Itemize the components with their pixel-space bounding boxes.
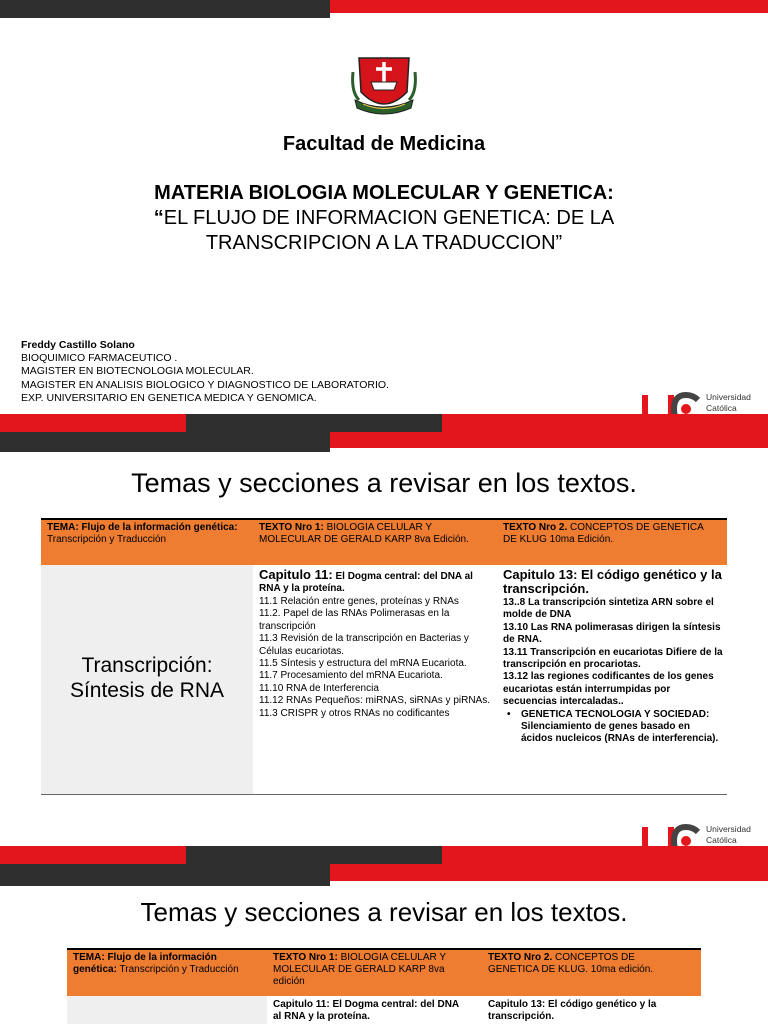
subject-title: MATERIA BIOLOGIA MOLECULAR Y GENETICA:	[154, 182, 614, 204]
text1-chapter: Capitulo 11: El Dogma central: del DNA al RNA y la proteína.	[273, 999, 459, 1022]
text2-sections	[503, 568, 723, 746]
list-item: 11.12 RNAs Pequeños: miRNAS, siRNAs y piRNAs.	[259, 695, 491, 707]
top-bar-red	[330, 0, 768, 13]
top-bar-dark	[0, 0, 330, 18]
topic-label-cell	[67, 996, 267, 1024]
list-item: 13.12 las regiones codificantes de los genes eucariotas están interrumpidas por secuencias intercaladas..	[503, 671, 714, 708]
list-item: 13.11 Transcripción en eucariotas Difiere de la transcripción en procariotas.	[503, 646, 723, 671]
topic-label-cell	[41, 565, 253, 794]
bullet-item: • GENETICA TECNOLOGIA Y SOCIEDAD: Silenciamiento de genes basado en ácidos nucleicos (RNAs de interferencia).	[503, 709, 723, 746]
list-item: 11.5 Síntesis y estructura del mRNA Eucariota.	[259, 658, 467, 670]
bottom-bar-dark	[186, 414, 442, 432]
list-item: 11.10 RNA de Interferencia	[259, 682, 379, 694]
text2-chapter: Capitulo 13: El código genético y la transcripción.	[488, 999, 657, 1022]
chapter-title: Capitulo 13: El código genético y la transcripción.	[503, 567, 722, 596]
header-cell-text1: TEXTO Nro 1: BIOLOGIA CELULAR Y MOLECULAR DE GERALD KARP 8va Edición.	[259, 522, 469, 545]
list-item: 11.1 Relación entre genes, proteínas y RNAs	[259, 596, 459, 607]
table-header-row	[67, 948, 701, 996]
faculty-title: Facultad de Medicina	[282, 133, 486, 155]
author-name: Freddy Castillo Solano	[21, 339, 135, 351]
bar-red-left	[0, 846, 186, 864]
topic-open-quote: “	[153, 207, 164, 229]
list-item: 11.3 Revisión de la transcripción en Bacterias y Células eucariotas.	[259, 633, 469, 657]
list-item: 13..8 La transcripción sintetiza ARN sobre el molde de DNA	[503, 597, 714, 621]
header-cell-topic: TEMA: Flujo de la información genética: Transcripción y Traducción	[73, 952, 239, 975]
title-slide	[0, 0, 768, 432]
table-body-row	[67, 996, 701, 1024]
text1-sections: Capitulo 11: El Dogma central: del DNA al RNA y la proteína. 11.1 Relación entre genes, proteínas y RNAs 11.2. Papel de las RNAs Polimerasas en la transcripción 11.3 Revisión de la transcripción en Bacterias y Células eucariotas. 11.5 Síntesis y estructura del mRNA Eucariota. 11.7 Procesamiento del mRNA Eucariota. 11.10 RNA de Interferencia 11.12 RNAs Pequeños: miRNAS, siRNAs y piRNAs. 11.3 CRISPR y otros RNAs no codificantes	[259, 568, 493, 720]
author-credential: EXP. UNIVERSITARIO EN GENETICA MEDICA Y GENOMICA.	[21, 391, 317, 404]
top-bar-dark	[0, 432, 330, 452]
author-credential: MAGISTER EN ANALISIS BIOLOGICO Y DIAGNOSTICO DE LABORATORIO.	[21, 378, 389, 391]
bottom-bar-red-left	[0, 414, 186, 432]
uc-logo-text: Universidad Católica	[706, 392, 751, 413]
slide-heading: Temas y secciones a revisar en los textos.	[131, 468, 637, 498]
slide-heading: Temas y secciones a revisar en los textos.	[140, 897, 628, 927]
topic-text: EL FLUJO DE INFORMACION GENETICA: DE LA TRANSCRIPCION A LA TRADUCCION”	[163, 207, 615, 254]
list-item: 11.7 Procesamiento del mRNA Eucariota.	[259, 670, 443, 682]
table-header-row	[41, 518, 727, 565]
top-bar-red	[330, 432, 768, 448]
bar-red-right	[442, 846, 768, 864]
header-cell-text2: TEXTO Nro 2. CONCEPTOS DE GENETICA DE KLUG 10ma Edición.	[503, 522, 704, 545]
topics-table	[41, 518, 727, 794]
author-credential: BIOQUIMICO FARMACEUTICO .	[21, 352, 178, 365]
bar-dark	[186, 846, 442, 864]
uc-logo-text: Universidad Católica	[706, 824, 751, 845]
topics-slide	[0, 432, 768, 806]
topics-table	[67, 948, 701, 1024]
author-credential: MAGISTER EN BIOTECNOLOGIA MOLECULAR.	[21, 365, 254, 378]
bottom-bar-red-right	[442, 414, 768, 432]
top-bar-red	[330, 864, 768, 881]
author-block	[21, 339, 389, 405]
list-item: 13.10 Las RNA polimerasas dirigen la síntesis de RNA.	[503, 621, 721, 646]
topic-label: Transcripción: Síntesis de RNA	[69, 654, 225, 702]
header-cell-topic: TEMA: Flujo de la información genética: Transcripción y Traducción	[47, 522, 238, 545]
topic-title	[150, 206, 618, 256]
top-bar-dark	[0, 864, 330, 886]
list-item: 11.3 CRISPR y otros RNAs no codificantes	[259, 707, 450, 719]
header-cell-text2: TEXTO Nro 2. CONCEPTOS DE GENETICA DE KLUG. 10ma edición.	[488, 952, 654, 975]
list-item: 11.2. Papel de las RNAs Polimerasas en la transcripción	[259, 608, 450, 632]
header-cell-text1: TEXTO Nro 1: BIOLOGIA CELULAR Y MOLECULAR DE GERALD KARP 8va edición	[273, 952, 446, 987]
university-crest-icon	[349, 52, 419, 122]
topics-slide-2	[0, 806, 768, 1024]
table-body-row	[41, 565, 727, 795]
